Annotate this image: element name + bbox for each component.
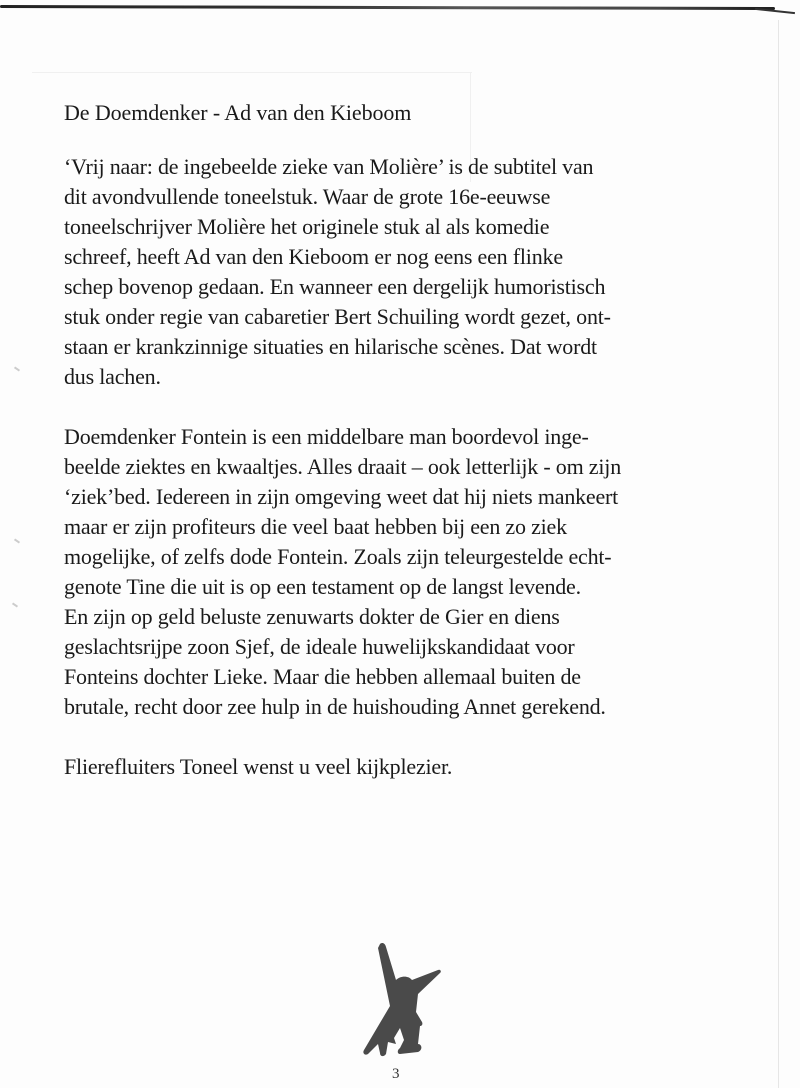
text-line: ‘ziek’bed. Iedereen in zijn omgeving weet dat hij niets mankeert [64, 484, 619, 509]
page-right-fold [778, 20, 779, 1088]
paragraph-intro [64, 152, 754, 392]
text-line: dit avondvullende toneelstuk. Waar de grote 16e-eeuwse [64, 184, 551, 209]
text-line: staan er krankzinnige situaties en hilarische scènes. Dat wordt [64, 334, 597, 359]
scan-artifact [14, 538, 20, 543]
text-line: dus lachen. [64, 364, 161, 389]
text-line: stuk onder regie van cabaretier Bert Schuiling wordt gezet, ont- [64, 304, 611, 329]
page-top-edge-tail [755, 8, 795, 14]
text-line: Doemdenker Fontein is een middelbare man boordevol inge- [64, 424, 589, 449]
page-top-edge [0, 5, 775, 10]
text-line: mogelijke, of zelfs dode Fontein. Zoals zijn teleurgestelde echt- [64, 544, 612, 569]
text-line: maar er zijn profiteurs die veel baat hebben bij een zo ziek [64, 514, 567, 539]
bleed-through-frame [32, 72, 472, 73]
text-line: schep bovenop gedaan. En wanneer een dergelijk humoristisch [64, 274, 606, 299]
text-line: schreef, heeft Ad van den Kieboom er nog eens een flinke [64, 244, 563, 269]
page-number: 3 [392, 1066, 400, 1082]
text-line: geslachtsrijpe zoon Sjef, de ideale huwelijkskandidaat voor [64, 634, 575, 659]
paragraph-plot [64, 422, 754, 722]
text-line: beelde ziektes en kwaaltjes. Alles draait – ook letterlijk - om zijn [64, 454, 621, 479]
scan-artifact [12, 602, 18, 607]
text-line: genote Tine die uit is op een testament op de langst levende. [64, 574, 581, 599]
text-line: Fonteins dochter Lieke. Maar die hebben allemaal buiten de [64, 664, 581, 689]
scan-artifact [14, 366, 20, 371]
document-title: De Doemdenker - Ad van den Kieboom [64, 100, 412, 125]
text-line: toneelschrijver Molière het originele stuk al als komedie [64, 214, 550, 239]
dancing-figure-logo-icon [360, 940, 450, 1058]
paragraph-closing [64, 752, 754, 782]
text-line: brutale, recht door zee hulp in de huishouding Annet gerekend. [64, 694, 606, 719]
text-line: ‘Vrij naar: de ingebeelde zieke van Molière’ is de subtitel van [64, 154, 594, 179]
text-line: Flierefluiters Toneel wenst u veel kijkplezier. [64, 754, 453, 779]
text-line: En zijn op geld beluste zenuwarts dokter de Gier en diens [64, 604, 560, 629]
document-content [64, 98, 754, 812]
